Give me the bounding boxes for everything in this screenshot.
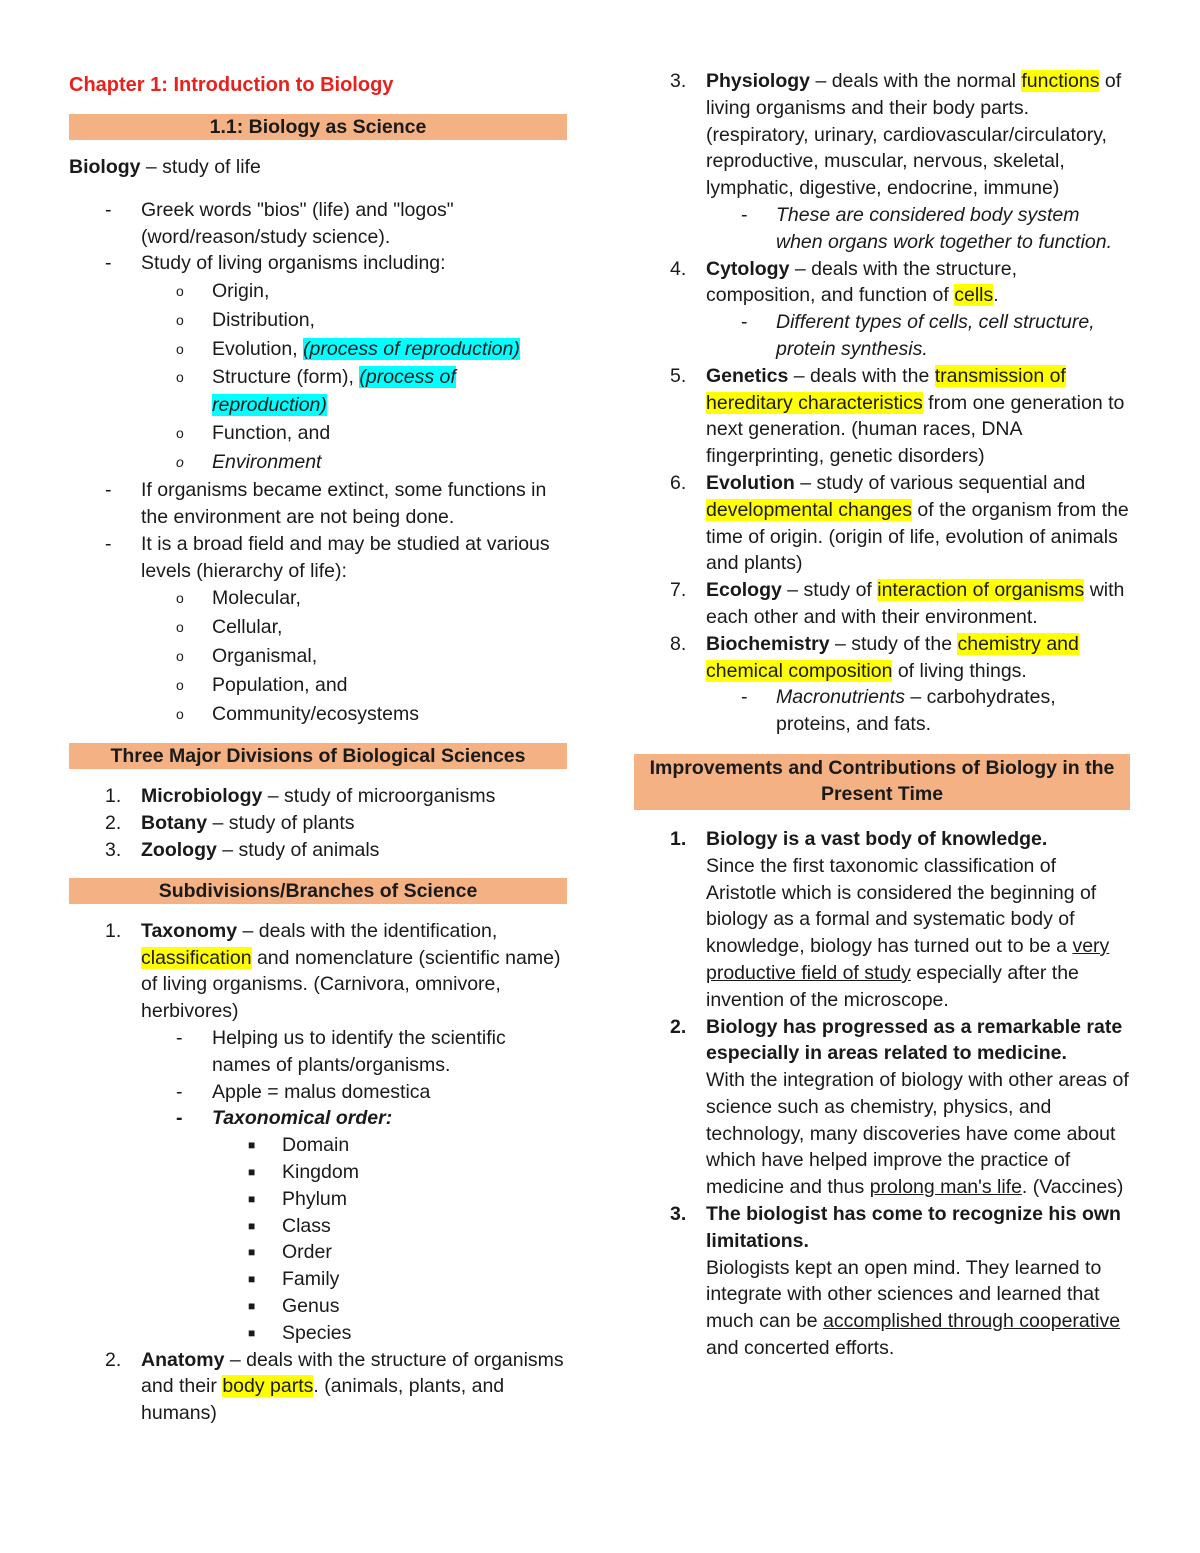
- list-item: 3. Zoology – study of animals: [105, 838, 380, 861]
- dash-marker: -: [176, 1026, 183, 1049]
- square-bullet-icon: ■: [248, 1272, 256, 1287]
- list-item: ■ Domain: [69, 1132, 567, 1159]
- circle-bullet-icon: o: [176, 454, 184, 471]
- square-bullet-icon: ■: [248, 1245, 256, 1260]
- list-item-genetics: 5. Genetics – deals with the transmission of hereditary characteristics from one generation to next generation. (human races, DNA fingerprinting, genetic disorders): [670, 364, 1125, 468]
- dash-marker: -: [105, 252, 112, 275]
- list-item: o Cellular,: [69, 613, 567, 642]
- left-column: [69, 68, 567, 1427]
- list-item: o Origin,: [69, 277, 567, 306]
- square-bullet-icon: ■: [248, 1325, 256, 1340]
- right-column: [634, 68, 1130, 1362]
- dash-marker: -: [741, 203, 748, 226]
- list-item: ■ Class: [69, 1213, 567, 1240]
- dash-marker: -: [105, 198, 112, 221]
- list-item: ■ Genus: [69, 1293, 567, 1320]
- list-item: - Taxonomical order:: [69, 1105, 567, 1132]
- list-item: ■ Species: [69, 1320, 567, 1347]
- square-bullet-icon: ■: [248, 1298, 256, 1313]
- list-item-improvement: 1. Biology is a vast body of knowledge. Since the first taxonomic classification of Aristotle which is considered the beginning of biology as a formal and systematic body of knowledge, biology has turned out to be a very productive field of study especially after the invention of the microscope.: [670, 827, 1110, 1011]
- list-item: 2. Botany – study of plants: [105, 812, 355, 835]
- list-item-improvement: 2. Biology has progressed as a remarkable rate especially in areas related to medicine. With the integration of biology with other areas of science such as chemistry, physics, and technology, many discoveries have come about which have helped improve the practice of medicine and thus prolong man's life. (Vaccines): [670, 1015, 1129, 1199]
- chapter-title: Chapter 1: Introduction to Biology: [69, 74, 394, 96]
- list-item: o Environment: [69, 448, 567, 477]
- list-item: - Study of living organisms including:: [69, 250, 567, 277]
- section-header-biology-as-science: 1.1: Biology as Science: [69, 114, 567, 140]
- circle-bullet-icon: o: [176, 677, 184, 694]
- square-bullet-icon: ■: [248, 1164, 256, 1179]
- circle-bullet-icon: o: [176, 590, 184, 607]
- list-item: o Evolution, (process of reproduction): [69, 335, 567, 364]
- list-item: o Population, and: [69, 671, 567, 700]
- list-item: - Greek words "bios" (life) and "logos" (word/reason/study science).: [69, 197, 567, 251]
- dash-marker: -: [741, 686, 748, 709]
- biology-definition: Biology – study of life: [69, 156, 261, 178]
- dash-marker: -: [105, 532, 112, 555]
- list-item-physiology: 3. Physiology – deals with the normal functions of living organisms and their body parts. (respiratory, urinary, cardiovascular/circulatory, reproductive, muscular, nervous, skeletal, lymphatic, digestive, endocrine, immune): [670, 70, 1122, 200]
- section-header-improvements: Improvements and Contributions of Biology in the Present Time: [634, 754, 1130, 810]
- list-item: - These are considered body system when organs work together to function.: [634, 202, 1130, 256]
- list-item: o Structure (form), (process of reproduction): [69, 364, 567, 419]
- circle-bullet-icon: o: [176, 619, 184, 636]
- circle-bullet-icon: o: [176, 283, 184, 300]
- section-header-subdivisions: Subdivisions/Branches of Science: [69, 878, 567, 904]
- list-item-biochemistry: 8. Biochemistry – study of the chemistry and chemical composition of living things.: [670, 632, 1079, 682]
- levels-list: [69, 584, 567, 729]
- list-item-cytology: 4. Cytology – deals with the structure, composition, and function of cells.: [670, 257, 1018, 307]
- circle-bullet-icon: o: [176, 369, 184, 386]
- study-list: [69, 277, 567, 477]
- list-item: - It is a broad field and may be studied at various levels (hierarchy of life):: [69, 531, 567, 585]
- list-item: - Macronutrients – carbohydrates, proteins, and fats.: [634, 684, 1130, 738]
- circle-bullet-icon: o: [176, 648, 184, 665]
- list-item: 1. Microbiology – study of microorganisms: [105, 785, 496, 808]
- list-item-taxonomy: 1. Taxonomy – deals with the identification, classification and nomenclature (scientific name) of living organisms. (Carnivora, omnivore, herbivores): [105, 919, 561, 1023]
- dash-marker: -: [741, 311, 748, 334]
- dash-marker: -: [105, 479, 112, 502]
- circle-bullet-icon: o: [176, 312, 184, 329]
- list-item: - Different types of cells, cell structure, protein synthesis.: [634, 309, 1130, 363]
- list-item-anatomy: 2. Anatomy – deals with the structure of organisms and their body parts. (animals, plants, and humans): [105, 1348, 564, 1425]
- circle-bullet-icon: o: [176, 425, 184, 442]
- list-item: ■ Phylum: [69, 1186, 567, 1213]
- list-item: o Function, and: [69, 419, 567, 448]
- square-bullet-icon: ■: [248, 1191, 256, 1206]
- list-item: - Apple = malus domestica: [69, 1079, 567, 1106]
- circle-bullet-icon: o: [176, 706, 184, 723]
- list-item: o Organismal,: [69, 642, 567, 671]
- list-item-evolution: 6. Evolution – study of various sequential and developmental changes of the organism from the time of origin. (origin of life, evolution of animals and plants): [670, 471, 1129, 575]
- list-item: - Helping us to identify the scientific names of plants/organisms.: [69, 1025, 567, 1079]
- dash-marker: -: [176, 1107, 183, 1130]
- square-bullet-icon: ■: [248, 1218, 256, 1233]
- dash-marker: -: [176, 1080, 183, 1103]
- list-item: o Molecular,: [69, 584, 567, 613]
- list-item: ■ Family: [69, 1266, 567, 1293]
- list-item-improvement: 3. The biologist has come to recognize his own limitations. Biologists kept an open mind. They learned to integrate with other sciences and learned that much can be accomplished through cooperative and concerted efforts.: [670, 1203, 1121, 1360]
- list-item: o Distribution,: [69, 306, 567, 335]
- list-item: ■ Kingdom: [69, 1159, 567, 1186]
- square-bullet-icon: ■: [248, 1138, 256, 1153]
- list-item-ecology: 7. Ecology – study of interaction of organisms with each other and with their environment.: [670, 579, 1125, 628]
- list-item: - If organisms became extinct, some functions in the environment are not being done.: [69, 477, 567, 531]
- list-item: ■ Order: [69, 1239, 567, 1266]
- circle-bullet-icon: o: [176, 341, 184, 358]
- list-item: o Community/ecosystems: [69, 700, 567, 729]
- section-header-divisions: Three Major Divisions of Biological Sciences: [69, 743, 567, 769]
